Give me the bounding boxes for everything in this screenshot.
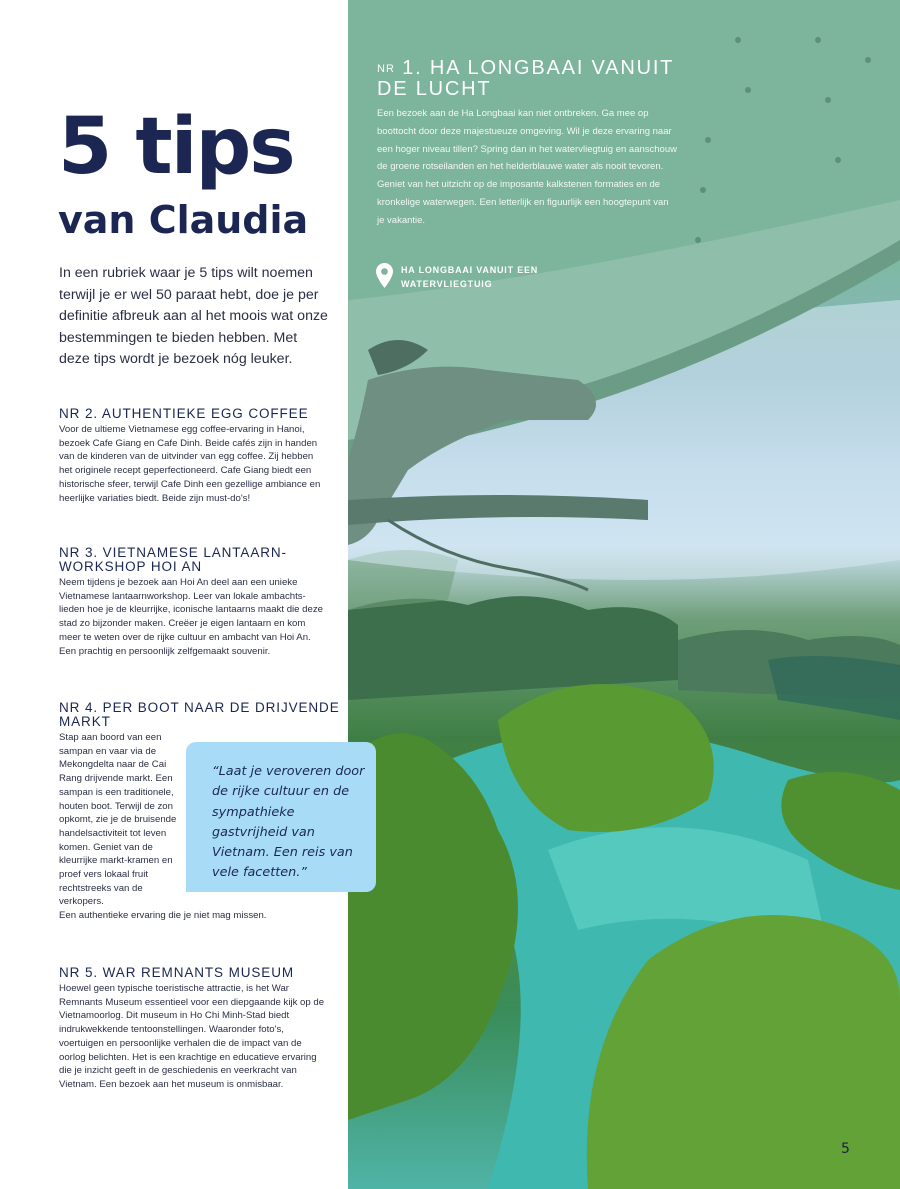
tip-1-nr: NR [377, 63, 395, 75]
tip-2-body: Voor de ultieme Vietnamese egg coffee-ervaring in Hanoi, bezoek Cafe Giang en Cafe Dinh. Beide cafés zijn in handen van de kinderen van de uitvinder van egg coffee. Zij hebben het originele recept geperfectioneerd. Cafe Giang biedt een historische sfeer, terwijl Cafe Dinh een gezellige ambiance en heerlijke variaties biedt. Beide zijn must-do's! [59, 424, 321, 504]
photo-location-caption [376, 263, 551, 291]
pull-quote [186, 742, 376, 892]
location-label: HA LONGBAAI VANUIT EEN WATERVLIEGTUIG [401, 265, 539, 289]
tip-2-heading: NR 2. AUTHENTIEKE EGG COFFEE [59, 406, 309, 421]
page-title: 5 tips [58, 102, 294, 192]
tip-1-heading [377, 58, 677, 99]
tip-5-body: Hoewel geen typische toeristische attractie, is het War Remnants Museum essentieel voor een diepgaande kijk op de Vietnamoorlog. Dit museum in Ho Chi Minh-Stad biedt indrukwekkende tentoonstellingen. Waaronder foto's, voertuigen en persoonlijke verhalen die de impact van de oorlog belichten. Het is een krachtige en educatieve ervaring die je inzicht geeft in de geschiedenis en veerkracht van Vietnam. Een bezoek aan het museum is onmisbaar. [59, 983, 325, 1090]
tip-1 [377, 58, 677, 230]
tip-1-title: 1. HA LONGBAAI VANUIT DE LUCHT [377, 57, 674, 100]
tip-3-body: Neem tijdens je bezoek aan Hoi An deel aan een unieke Vietnamese lantaarnworkshop. Leer van lokale ambachts-lieden hoe je de kleurrijke, iconische lantaarns maakt die deze stad zo bijzonder maken. Creëer je eigen lantaarn en kom meer te weten over de rijke cultuur en ambacht van Hoi An. Een prachtig en persoonlijk zelfgemaakt souvenir. [59, 577, 323, 657]
tip-5-heading: NR 5. WAR REMNANTS MUSEUM [59, 965, 295, 980]
page-subtitle: van Claudia [58, 198, 309, 242]
tip-4-body: Stap aan boord van een sampan en vaar via de Mekongdelta naar de Cai Rang drijvende markt. Een sampan is een traditionele, houten boot. Terwijl de zon opkomt, zie je de bruisende handelsactiviteit tot leven komen. Geniet van de kleurrijke markt-kramen en proef vers lokaal fruit rechtstreeks van de verkopers. [59, 732, 177, 908]
tip-4-heading: NR 4. PER BOOT NAAR DE DRIJVENDE MARKT [59, 700, 340, 729]
distant-island [768, 656, 900, 720]
tip-3-heading: NR 3. VIETNAMESE LANTAARN-WORKSHOP HOI AN [59, 545, 287, 574]
pull-quote-text: “Laat je veroveren door de rijke cultuur en de sympathieke gastvrijheid van Vietnam. Een reis van vele facetten.” [212, 764, 365, 881]
page-number: 5 [841, 1141, 850, 1157]
tip-3 [59, 546, 329, 658]
distant-island [348, 596, 678, 700]
tip-4-closing: Een authentieke ervaring die je niet mag missen. [59, 910, 267, 922]
tip-1-body: Een bezoek aan de Ha Longbaai kan niet ontbreken. Ga mee op boottocht door deze majestueuze omgeving. Wil je deze ervaring naar een hoger niveau tillen? Spring dan in het watervliegtuig en aanschouw de groene rotseilanden en het helderblauwe water als nooit tevoren. Geniet van het uitzicht op de imposante kalkstenen formaties en de kronkelige waterwegen. Een letterlijk en figuurlijk een hoogtepunt van je vakantie. [377, 108, 677, 226]
tip-5 [59, 966, 329, 1092]
map-pin-icon [376, 263, 393, 288]
intro-paragraph: In een rubriek waar je 5 tips wilt noemen terwijl je er wel 50 paraat hebt, doe je per definitie afbreuk aan al het moois wat onze bestemmingen te bieden hebben. Met deze tips wordt je bezoek nóg leuker. [59, 265, 328, 367]
tip-2 [59, 407, 329, 505]
